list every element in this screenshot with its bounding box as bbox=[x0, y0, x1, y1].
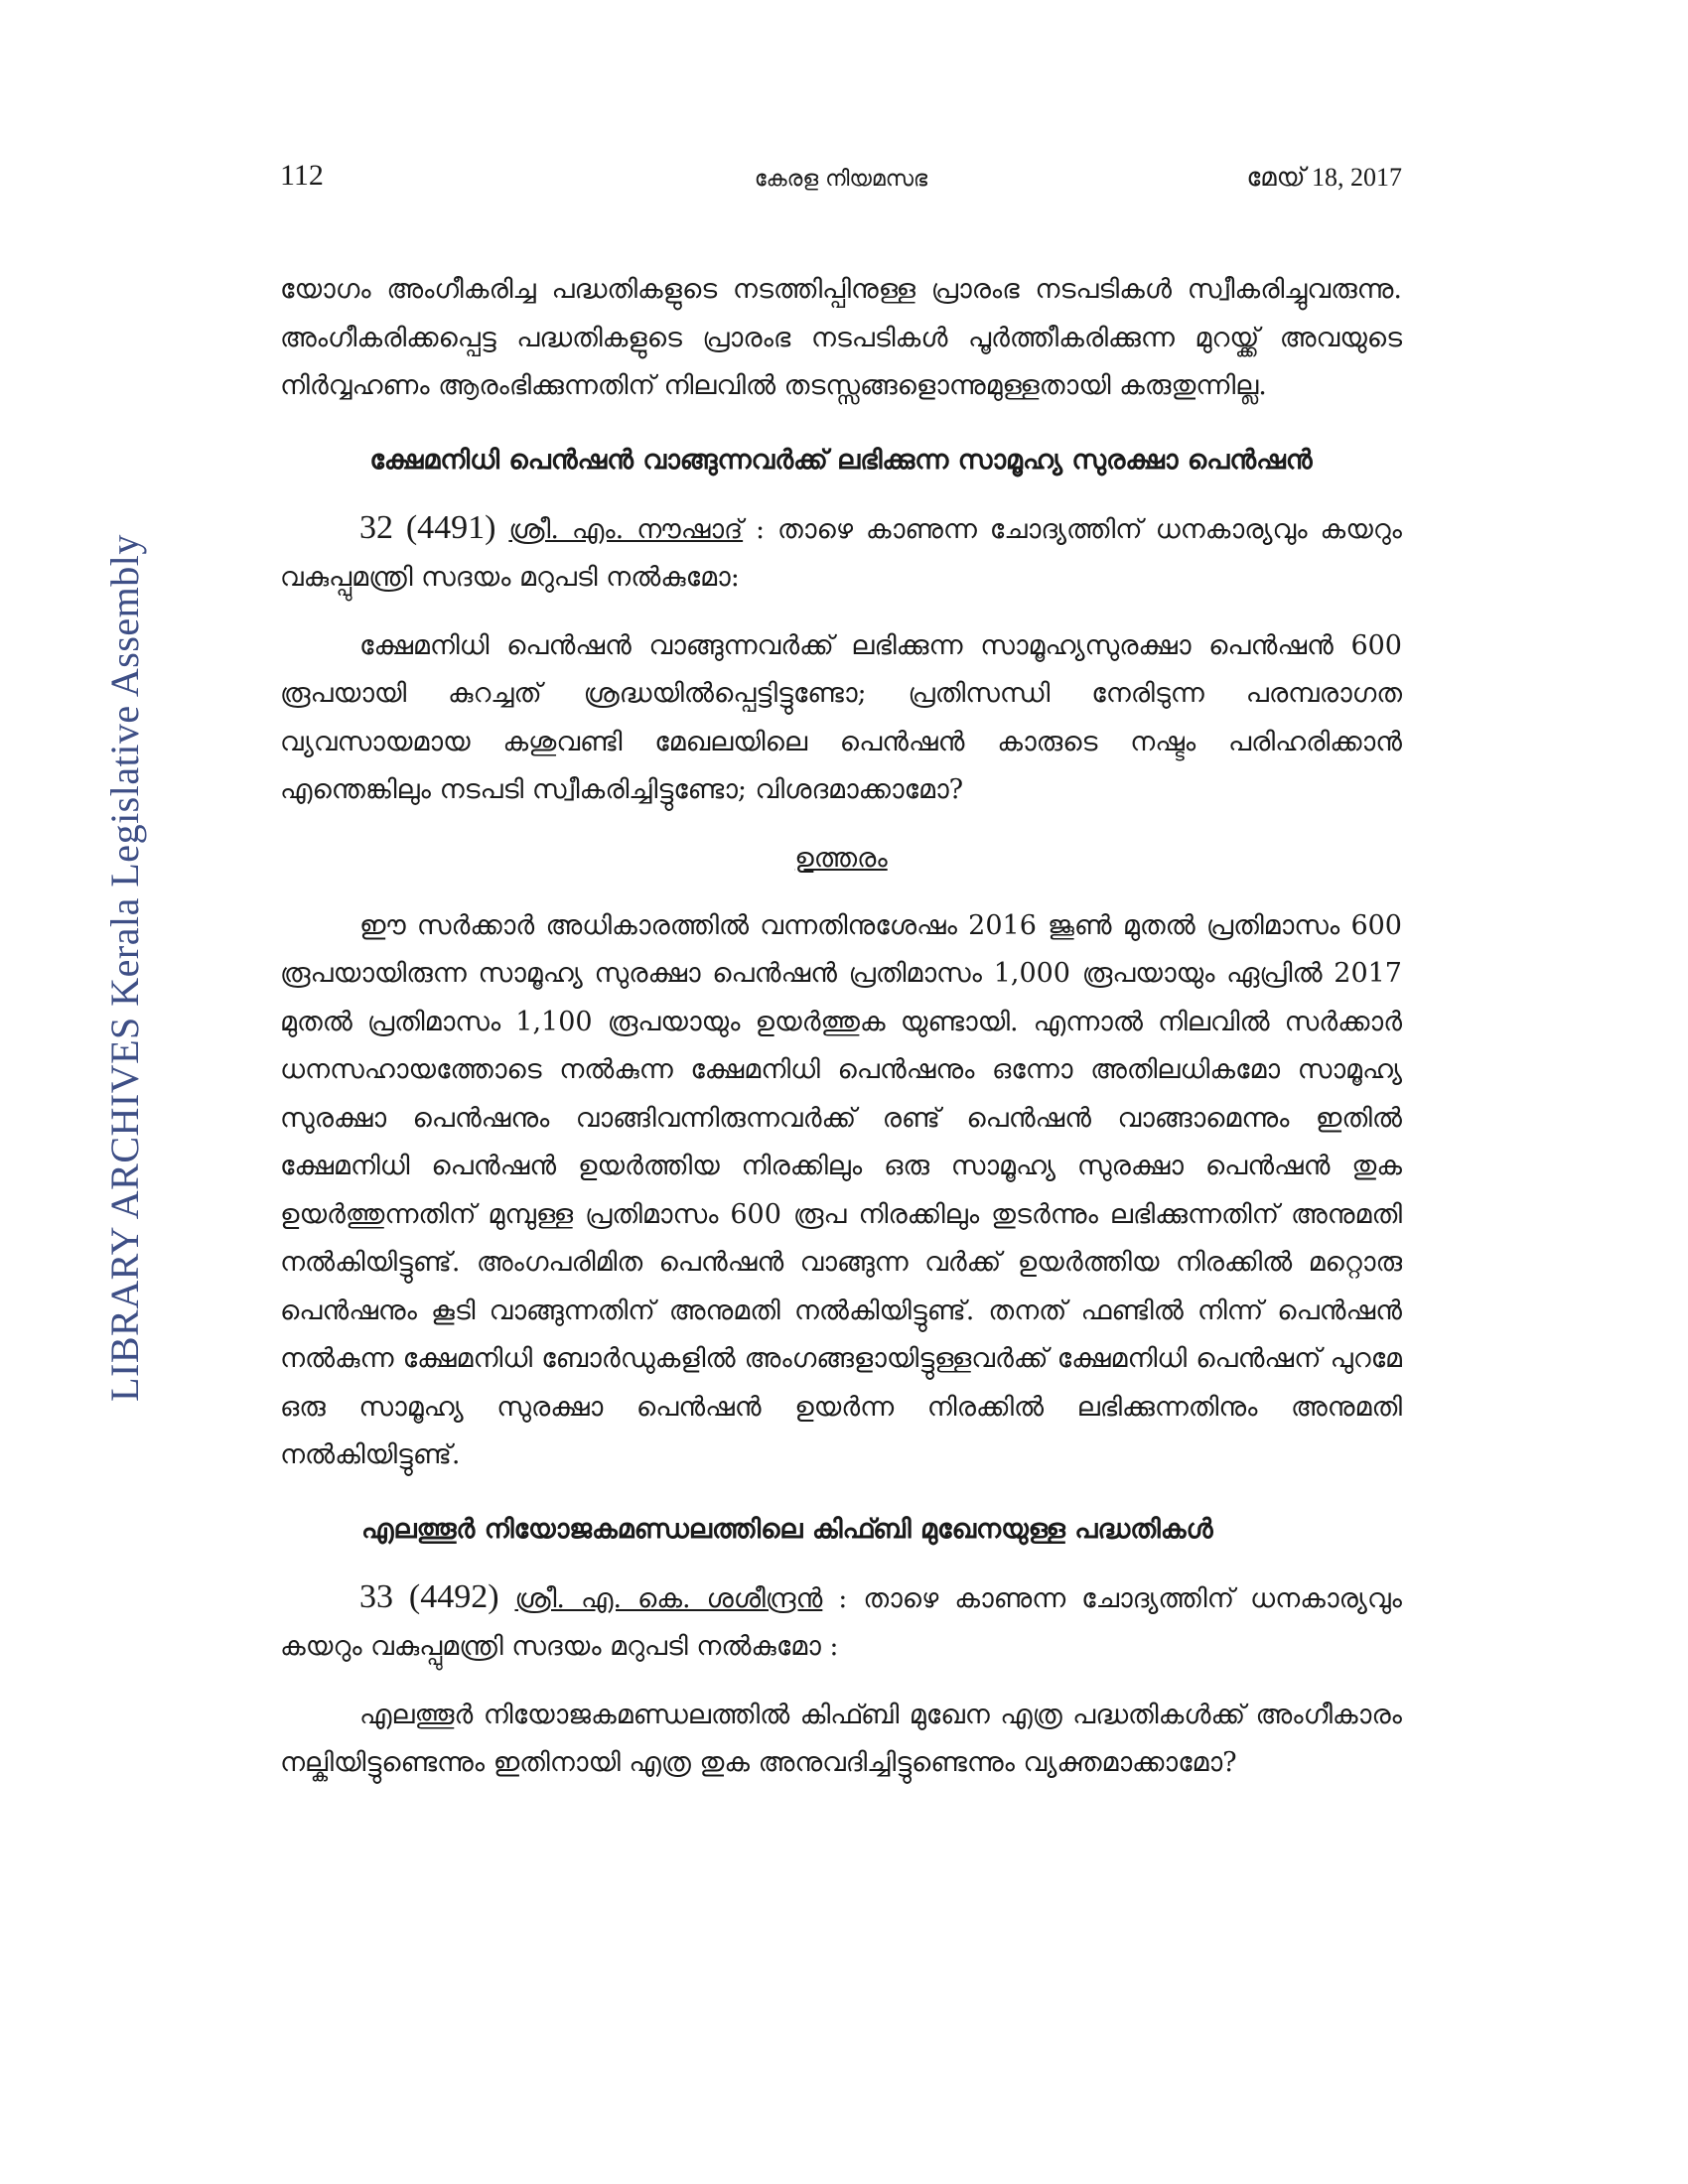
header-date: മേയ് 18, 2017 bbox=[1246, 163, 1402, 192]
q32-answer: ഈ സർക്കാർ അധികാരത്തിൽ വന്നതിനുശേഷം 2016 ജൂൺ മുതൽ പ്രതിമാസം 600 രൂപയായിരുന്ന സാമൂഹ്യ സുരക്ഷാ പെൻഷൻ പ്രതിമാസം 1,000 രൂപയായും ഏപ്രിൽ 2017 മുതൽ പ്രതിമാസം 1,100 രൂപയായും ഉയർത്തുക യുണ്ടായി. എന്നാൽ നിലവിൽ സർക്കാർ ധനസഹായത്തോടെ നൽകുന്ന ക്ഷേമനിധി പെൻഷനും ഒന്നോ അതിലധികമോ സാമൂഹ്യ സുരക്ഷാ പെൻഷനും വാങ്ങിവന്നിരുന്നവർക്ക് രണ്ട് പെൻഷൻ വാങ്ങാമെന്നും ഇതിൽ ക്ഷേമനിധി പെൻഷൻ ഉയർത്തിയ നിരക്കിലും ഒരു സാമൂഹ്യ സുരക്ഷാ പെൻഷൻ തുക ഉയർത്തുന്നതിന് മുമ്പുള്ള പ്രതിമാസം 600 രൂപ നിരക്കിലും തുടർന്നും ലഭിക്കുന്നതിന് അനുമതി നൽകിയിട്ടുണ്ട്. അംഗപരിമിത പെൻഷൻ വാങ്ങുന്ന വർക്ക് ഉയർത്തിയ നിരക്കിൽ മറ്റൊരു പെൻഷനും കൂടി വാങ്ങുന്നതിന് അനുമതി നൽകിയിട്ടുണ്ട്. തനത് ഫണ്ടിൽ നിന്ന് പെൻഷൻ നൽകുന്ന ക്ഷേമനിധി ബോർഡുകളിൽ അംഗങ്ങളായിട്ടുള്ളവർക്ക് ക്ഷേമനിധി പെൻഷന് പുറമേ ഒരു സാമൂഹ്യ സുരക്ഷാ പെൻഷൻ ഉയർന്ന നിരക്കിൽ ലഭിക്കുന്നതിനും അനുമതി നൽകിയിട്ടുണ്ട്. bbox=[280, 909, 1402, 1470]
q33-intro-rest: : താഴെ കാണുന്ന ചോദ്യത്തിന് ധനകാര്യവും കയറും വകുപ്പുമന്ത്രി സദയം മറുപടി നൽകുമോ : bbox=[280, 1582, 1402, 1662]
running-title: കേരള നിയമസഭ bbox=[754, 167, 928, 192]
q32-answer-label: ഉത്തരം bbox=[794, 842, 888, 874]
q33-member: ശ്രീ. എ. കെ. ശശീന്ദ്രൻ bbox=[514, 1582, 823, 1614]
q32-number: 32 (4491) bbox=[359, 508, 496, 546]
q33-number: 33 (4492) bbox=[359, 1577, 499, 1615]
q32-intro-rest: : താഴെ കാണുന്ന ചോദ്യത്തിന് ധനകാര്യവും കയറും വകുപ്പുമന്ത്രി സദയം മറുപടി നൽകുമോ: bbox=[280, 513, 1402, 593]
q33-intro bbox=[280, 1573, 1402, 1672]
page-number: 112 bbox=[280, 159, 324, 192]
archive-watermark: LIBRARY ARCHIVES Kerala Legislative Assembly bbox=[102, 534, 147, 1402]
q32-intro bbox=[280, 504, 1402, 603]
q32-heading: ക്ഷേമനിധി പെൻഷൻ വാങ്ങുന്നവർക്ക് ലഭിക്കുന്ന സാമൂഹ്യ സുരക്ഷാ പെൻഷൻ bbox=[369, 444, 1313, 476]
q33-heading: എലത്തൂർ നിയോജകമണ്ഡലത്തിലെ കിഫ്ബി മുഖേനയുള്ള പദ്ധതികൾ bbox=[361, 1513, 1213, 1545]
page-body bbox=[280, 266, 1402, 1788]
q33-question: എലത്തൂർ നിയോജകമണ്ഡലത്തിൽ കിഫ്ബി മുഖേന എത്ര പദ്ധതികൾക്ക് അംഗീകാരം നല്കിയിട്ടുണ്ടെന്നും ഇതിനായി എത്ര തുക അനുവദിച്ചിട്ടുണ്ടെന്നും വ്യക്തമാക്കാമോ? bbox=[280, 1699, 1402, 1778]
page-header bbox=[280, 159, 1402, 199]
q32-question: ക്ഷേമനിധി പെൻഷൻ വാങ്ങുന്നവർക്ക് ലഭിക്കുന്ന സാമൂഹ്യസുരക്ഷാ പെൻഷൻ 600 രൂപയായി കുറച്ചത് ശ്രദ്ധയിൽപ്പെട്ടിട്ടുണ്ടോ; പ്രതിസന്ധി നേരിടുന്ന പരമ്പരാഗത വ്യവസായമായ കശുവണ്ടി മേഖലയിലെ പെൻഷൻ കാരുടെ നഷ്ടം പരിഹരിക്കാൻ എന്തെങ്കിലും നടപടി സ്വീകരിച്ചിട്ടുണ്ടോ; വിശദമാക്കാമോ? bbox=[280, 629, 1402, 805]
intro-paragraph: യോഗം അംഗീകരിച്ച പദ്ധതികളുടെ നടത്തിപ്പിനുള്ള പ്രാരംഭ നടപടികൾ സ്വീകരിച്ചുവരുന്നു. അംഗീകരിക്കപ്പെട്ട പദ്ധതികളുടെ പ്രാരംഭ നടപടികൾ പൂർത്തീകരിക്കുന്ന മുറയ്ക്ക് അവയുടെ നിർവ്വഹണം ആരംഭിക്കുന്നതിന് നിലവിൽ തടസ്സങ്ങളൊന്നുമുള്ളതായി കരുതുന്നില്ല. bbox=[280, 274, 1402, 401]
q32-member: ശ്രീ. എം. നൗഷാദ് bbox=[508, 513, 744, 545]
